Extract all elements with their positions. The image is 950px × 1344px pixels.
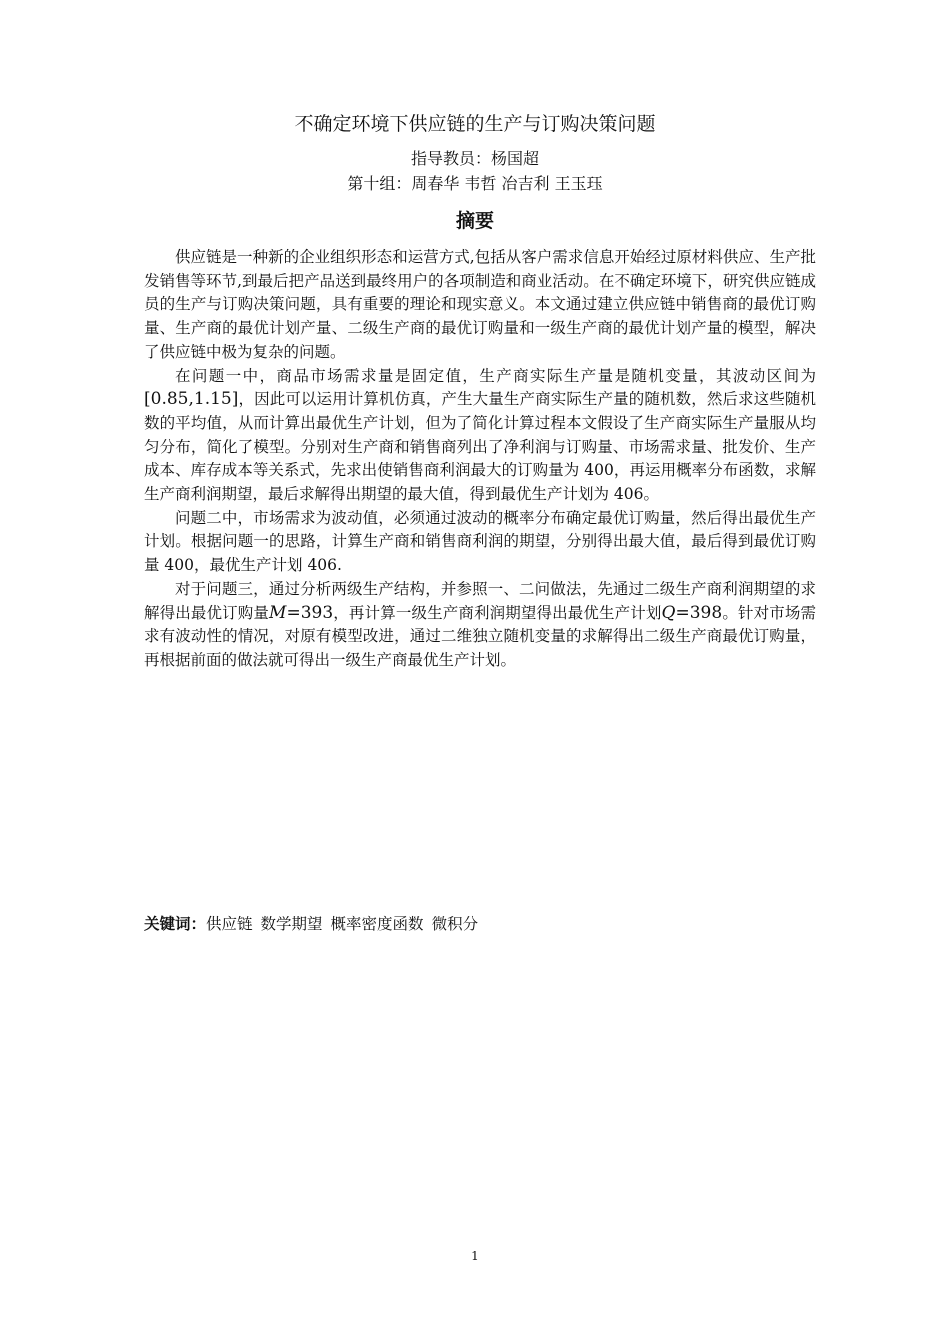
production-plan-formula <box>662 603 723 623</box>
keywords-line <box>144 913 816 935</box>
keyword-item: 概率密度函数 <box>330 915 424 933</box>
abstract-paragraph-2-text-a: 在问题一中，商品市场需求量是固定值，生产商实际生产量是随机变量，其波动区间为 <box>175 366 816 385</box>
keyword-item: 供应链 <box>206 915 253 933</box>
order-quantity-value: =393 <box>286 602 334 623</box>
production-plan-variable: Q <box>661 602 676 623</box>
keywords-label: 关键词： <box>144 915 207 933</box>
keyword-item: 数学期望 <box>260 915 323 933</box>
keyword-item: 微积分 <box>431 915 479 933</box>
abstract-heading: 摘要 <box>455 210 494 232</box>
interval-formula: [0.85,1.15] <box>144 389 239 410</box>
abstract-paragraph-4-text-a: 对于问题三，通过分析两级生产结构，并参照一、二问做法，先通过二级生产商利润期望的求解得出最优订购量 <box>144 579 816 622</box>
abstract-body <box>144 246 816 673</box>
paper-title: 不确定环境下供应链的生产与订购决策问题 <box>294 113 656 135</box>
production-plan-value: =398 <box>675 602 723 623</box>
abstract-paragraph-1: 供应链是一种新的企业组织形态和运营方式,包括从客户需求信息开始经过原材料供应、生产批发销售等环节,到最后把产品送到最终用户的各项制造和商业活动。在不确定环境下，研究供应链成员的生产与订购决策问题，具有重要的理论和现实意义。本文通过建立供应链中销售商的最优订购量、生产商的最优计划产量、二级生产商的最优订购量和一级生产商的最优计划产量的模型，解决了供应链中极为复杂的问题。 <box>144 248 816 361</box>
abstract-paragraph-4-text-c: 。针对市场需求有波动性的情况，对原有模型改进，通过二维独立随机变量的求解得出二级生产商最优订购量，再根据前面的做法就可得出一级生产商最优生产计划。 <box>144 603 816 669</box>
page-number: 1 <box>471 1249 479 1263</box>
abstract-paragraph-2-text-b: ，因此可以运用计算机仿真，产生大量生产商实际生产量的随机数，然后求这些随机数的平均值，从而计算出最优生产计划，但为了简化计算过程本文假设了生产商实际生产量服从均匀分布，简化了模型。分别对生产商和销售商列出了净利润与订购量、市场需求量、批发价、生产成本、库存成本等关系式，先求出使销售商利润最大的订购量为 400，再运用概率分布函数，求解生产商利润期望，最后求解得出期望的最大值，得到最优生产计划为 406。 <box>144 390 816 504</box>
group-members-line: 第十组：周春华 韦哲 冶吉利 王玉珏 <box>347 174 603 193</box>
order-quantity-formula <box>269 603 333 623</box>
abstract-paragraph-2 <box>144 365 816 507</box>
abstract-paragraph-3: 问题二中，市场需求为波动值，必须通过波动的概率分布确定最优订购量，然后得出最优生产计划。根据问题一的思路，计算生产商和销售商利润的期望，分别得出最大值，最后得到最优订购量 400，最优生产计划 406. <box>144 508 816 575</box>
advisor-line: 指导教员：杨国超 <box>410 149 539 168</box>
abstract-paragraph-4 <box>144 578 816 673</box>
order-quantity-variable: M <box>269 602 287 623</box>
abstract-paragraph-4-text-b: ，再计算一级生产商利润期望得出最优生产计划 <box>333 603 662 622</box>
